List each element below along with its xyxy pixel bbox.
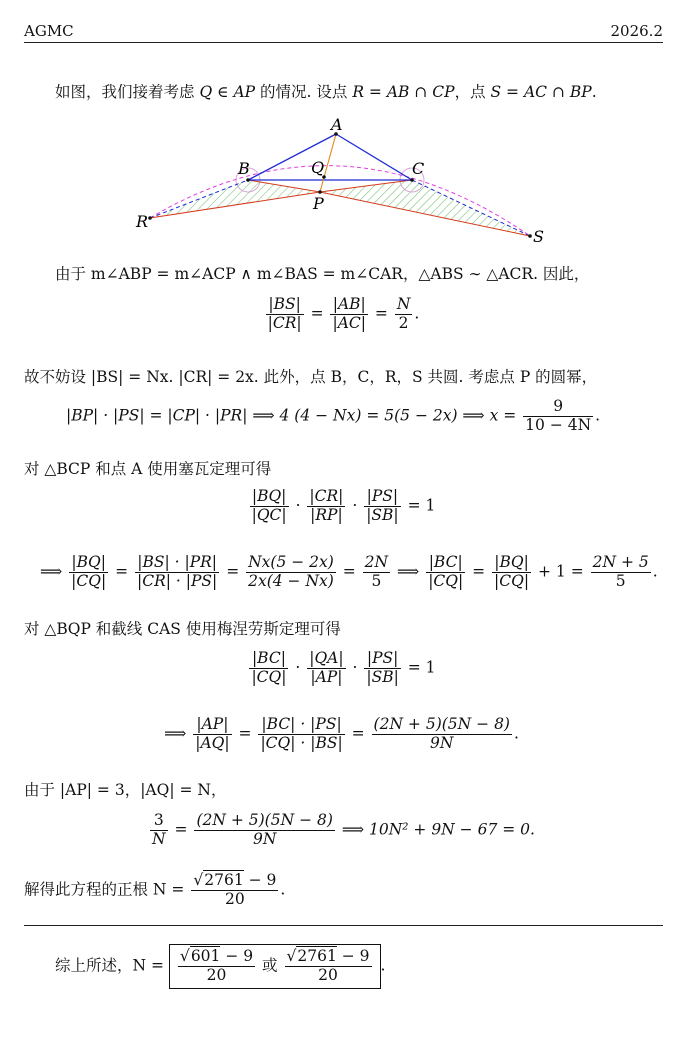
label-r: R [136, 212, 149, 231]
frac-ap2: |AP| [193, 716, 231, 735]
header-right: 2026.2 [610, 22, 663, 40]
frac-5b: 5 [615, 571, 626, 590]
frac-bc2: |BC| [249, 650, 288, 669]
frac-bc: |BC| [426, 554, 465, 573]
frac-rp: |RP| [310, 505, 343, 524]
frac-2x: 2x(4 − Nx) [248, 571, 334, 590]
similarity-line: 由于 m∠ABP = m∠ACP ∧ m∠BAS = m∠CAR，△ABS ∼ △ACR. 因此， [55, 265, 590, 283]
frac-ap: |AP| [310, 667, 343, 686]
frac-2n5: 2N + 5 [592, 553, 649, 571]
label-p: P [313, 194, 324, 213]
page-header [24, 22, 663, 43]
power-of-point-line: |BP| · |PS| = |CP| · |PR| ⟹ 4 (4 − Nx) = 5(5 − 2x) ⟹ x = $\frac{9}{10 - 4N}$ . [66, 397, 601, 434]
frac-10-4n: 10 − 4N [525, 415, 592, 434]
plus-one: + 1 = [538, 562, 584, 581]
frac-ac: |AC| [332, 313, 366, 332]
frac-2n: 2N [364, 553, 389, 571]
frac-sb: |SB| [366, 505, 399, 524]
r-definition: R = AB ∩ CP [352, 83, 455, 101]
frac-n: N [396, 295, 411, 313]
intro-text-3: ，点 [454, 83, 491, 101]
header-left: AGMC [24, 22, 74, 40]
frac-cq4: |CQ| [251, 667, 287, 686]
answer-box: $\frac{√601 - 9}{20}$ 或 $\frac{√2761 - 9}{20}$ [169, 944, 381, 989]
frac-qa: |QA| [309, 649, 344, 667]
point-r [148, 216, 152, 220]
sqrt-2761b: 2761 [297, 947, 337, 965]
frac-nx: Nx(5 − 2x) [248, 553, 334, 571]
side-ac [336, 134, 412, 180]
frac-bs: |BS| [266, 296, 304, 315]
point-s [528, 234, 532, 238]
intro-text-1: 如图，我们接着考虑 [55, 83, 200, 101]
label-a: A [331, 115, 343, 134]
positive-root-line: 解得此方程的正根 N = $\frac{√2761 - 9}{20}$ . [24, 871, 286, 908]
label-c: C [412, 159, 425, 178]
minus-9c: − 9 [336, 947, 370, 965]
frac-9n2: 9N [252, 829, 277, 848]
power-of-point-text: |BP| · |PS| = |CP| · |PR| ⟹ 4 (4 − Nx) = 5(5 − 2x) ⟹ x = [66, 406, 517, 425]
conclusion-text: 综上所述，N = [55, 956, 164, 975]
ratio-equation: $\frac{|BS|}{|CR|}$ = $\frac{|AB|}{|AC|}$ = $\frac{N}{2}$ . [267, 295, 420, 332]
frac-ps: |PS| [364, 488, 400, 507]
conclusion-line: 综上所述，N = $\frac{√601 - 9}{20}$ 或 $\frac{√2761 - 9}{20}$ . [55, 944, 385, 989]
frac-prod2: (2N + 5)(5N − 8) [196, 811, 333, 829]
frac-bq3: |BQ| [492, 554, 531, 573]
frac-5: 5 [371, 571, 382, 590]
label-b: B [238, 159, 250, 178]
frac-n2: N [152, 829, 166, 848]
geometry-figure [0, 110, 683, 250]
frac-prod: (2N + 5)(5N − 8) [373, 715, 510, 733]
positive-root-text: 解得此方程的正根 N = [24, 880, 185, 899]
quadratic-line: $\frac{3}{N}$ = $\frac{(2N + 5)(5N - 8)}{9N}$ ⟹ 10N² + 9N − 67 = 0. [152, 811, 535, 848]
or-text: 或 [262, 956, 278, 975]
hatched-region-right [320, 180, 530, 236]
point-c [410, 178, 414, 182]
frac-cq2: |CQ| [428, 571, 464, 590]
eq-one: = 1 [407, 496, 436, 515]
frac-3: 3 [150, 812, 168, 831]
frac-bs-pr: |BS| · |PR| [135, 554, 219, 573]
frac-cr-ps: |CR| · |PS| [137, 571, 218, 590]
menelaus-intro: 对 △BQP 和截线 CAS 使用梅涅劳斯定理可得 [24, 620, 341, 638]
ceva-intro: 对 △BCP 和点 A 使用塞瓦定理可得 [24, 460, 272, 478]
s-definition: S = AC ∩ BP [490, 83, 592, 101]
frac-cq: |CQ| [71, 571, 107, 590]
quadratic-equation: ⟹ 10N² + 9N − 67 = 0. [336, 820, 535, 839]
frac-20: 20 [225, 889, 245, 908]
frac-9: 9 [523, 398, 593, 417]
minus-9b: − 9 [220, 947, 254, 965]
section-divider [24, 925, 663, 926]
frac-20b: 20 [206, 965, 227, 984]
assumption-line: 故不妨设 |BS| = Nx. |CR| = 2x. 此外，点 B，C，R，S 共圆. 考虑点 P 的圆幂， [24, 368, 598, 386]
frac-2: 2 [398, 313, 409, 332]
frac-qc: |QC| [251, 505, 287, 524]
q-in-ap: Q ∈ AP [199, 83, 256, 101]
ceva-equation: $\frac{|BQ|}{|QC|}$ · $\frac{|CR|}{|RP|}$ · $\frac{|PS|}{|SB|}$ = 1 [251, 487, 436, 524]
frac-cr2: |CR| [309, 487, 344, 505]
ceva-result: ⟹ $\frac{|BQ|}{|CQ|}$ = $\frac{|BS| \cdot |PR|}{|CR| \cdot |PS|}$ = $\frac{Nx(5 - 2x)}{2x(4 - Nx)}$ = $\frac{2N}{5}$ ⟹ $\frac{|BC|}{|CQ|}$ = $\frac{|BQ|}{|CQ|}$ + 1 = $\frac{2N + 5}{5}$ . [40, 553, 658, 590]
sqrt-601: 601 [190, 947, 221, 965]
point-b [246, 178, 250, 182]
label-q: Q [311, 158, 325, 177]
frac-aq: |AQ| [195, 733, 230, 752]
intro-line [55, 80, 597, 102]
minus-9: − 9 [243, 871, 277, 889]
frac-bq: |BQ| [250, 488, 289, 507]
sqrt-2761: 2761 [204, 871, 244, 889]
given-values-line: 由于 |AP| = 3，|AQ| = N， [24, 781, 227, 799]
menelaus-result: ⟹ $\frac{|AP|}{|AQ|}$ = $\frac{|BC| \cdot |PS|}{|CQ| \cdot |BS|}$ = $\frac{(2N + 5)(5N - 8)}{9N}$ . [164, 715, 519, 752]
menelaus-equation: $\frac{|BC|}{|CQ|}$ · $\frac{|QA|}{|AP|}$ · $\frac{|PS|}{|SB|}$ = 1 [251, 649, 436, 686]
label-s: S [533, 227, 544, 246]
hatched-region-left [150, 180, 320, 218]
frac-20c: 20 [318, 965, 338, 984]
intro-text-4: . [591, 83, 597, 101]
frac-cr: |CR| [267, 313, 302, 332]
intro-text-2: 的情况. 设点 [255, 83, 353, 101]
frac-bq2: |BQ| [69, 554, 108, 573]
frac-ab: |AB| [330, 296, 368, 315]
frac-ps2: |PS| [364, 650, 400, 669]
frac-cq3: |CQ| [494, 571, 530, 590]
frac-cq-bs: |CQ| · |BS| [260, 733, 343, 752]
frac-9n: 9N [430, 733, 454, 752]
eq-one-2: = 1 [407, 658, 436, 677]
frac-bc-ps: |BC| · |PS| [258, 716, 344, 735]
frac-sb2: |SB| [366, 667, 399, 686]
